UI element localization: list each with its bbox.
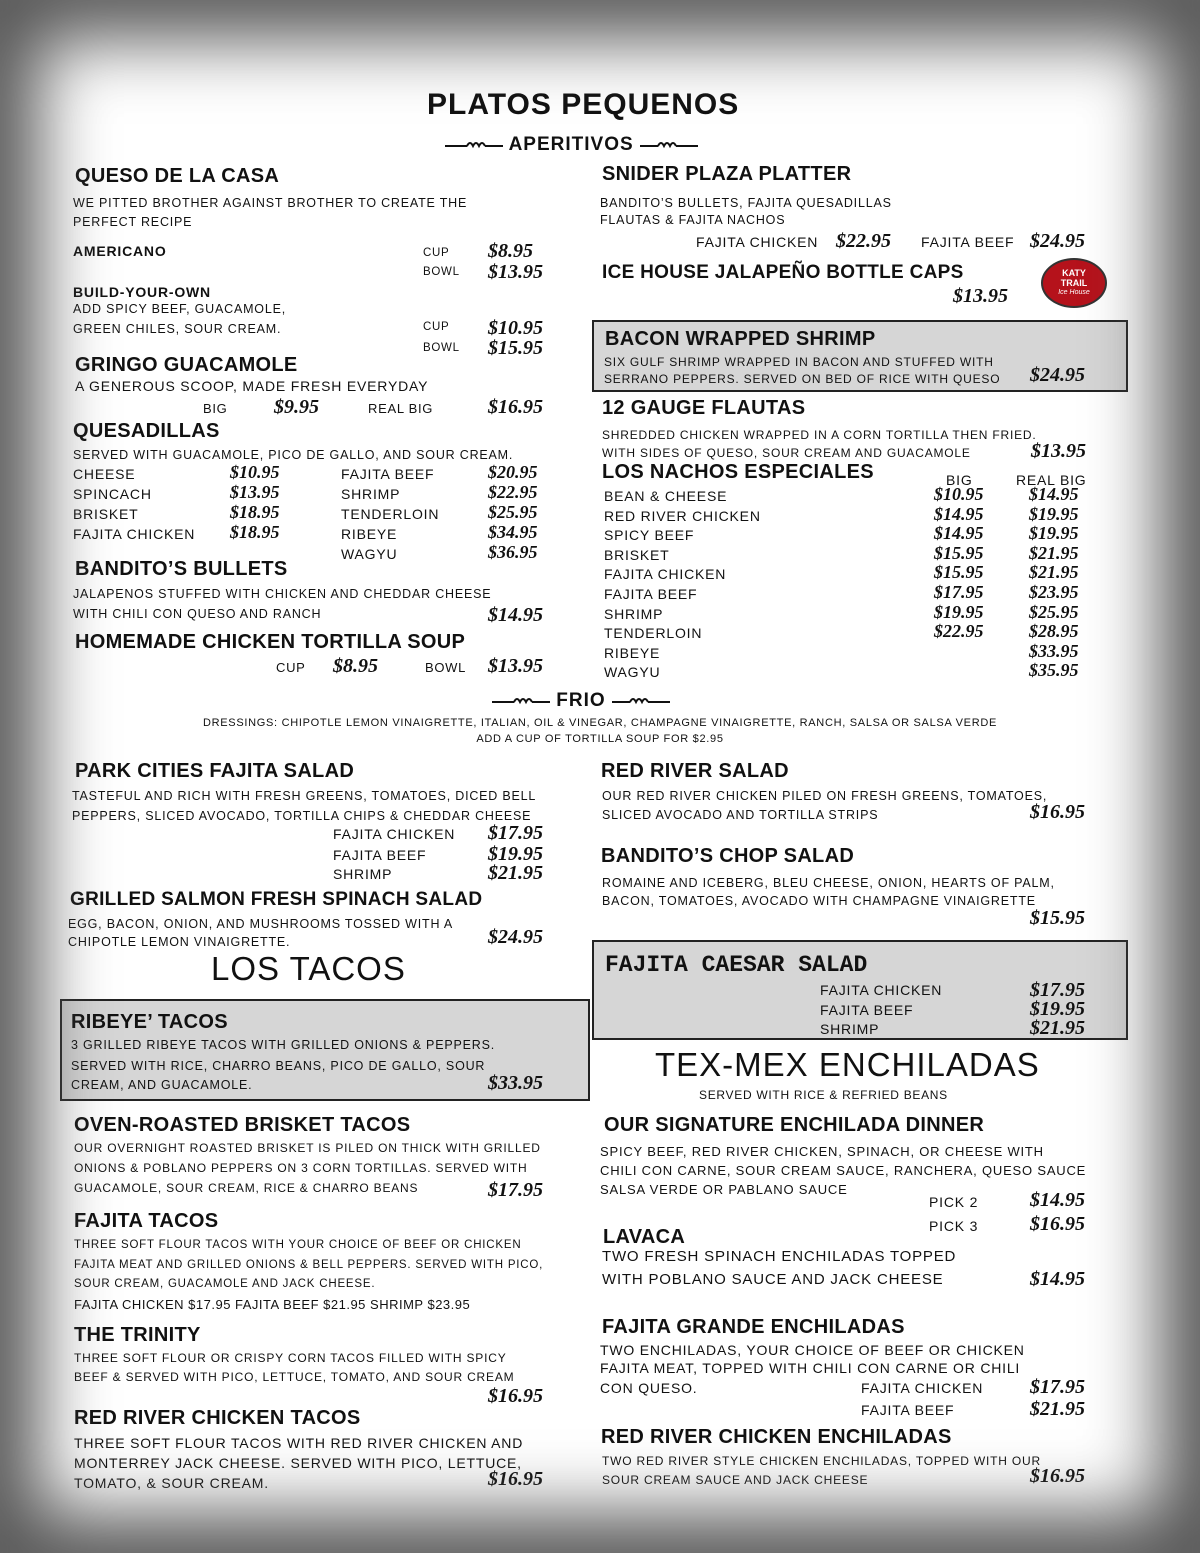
nachos-title: LOS NACHOS ESPECIALES — [602, 461, 874, 483]
katy-trail-logo — [1041, 258, 1107, 308]
nachos-item-name: RIBEYE — [604, 644, 661, 661]
trinity-price: $16.95 — [488, 1385, 543, 1407]
brisket-desc-2: ONIONS & POBLANO PEPPERS ON 3 CORN TORTILLAS. SERVED WITH — [74, 1161, 528, 1175]
signature-title: OUR SIGNATURE ENCHILADA DINNER — [604, 1114, 985, 1136]
quesadilla-item — [73, 484, 303, 504]
lavaca-price: $14.95 — [1030, 1268, 1085, 1290]
nachos-list — [604, 486, 1104, 682]
icehouse-price: $13.95 — [953, 285, 1008, 307]
caesar-fb-price: $19.95 — [1030, 998, 1085, 1020]
byo-label: BUILD-YOUR-OWN — [73, 284, 211, 300]
item-price: $18.95 — [230, 502, 280, 522]
icehouse-title: ICE HOUSE JALAPEÑO BOTTLE CAPS — [602, 262, 964, 283]
nachos-realbig-price: $14.95 — [1029, 484, 1079, 504]
caesar-title: FAJITA CAESAR SALAD — [605, 952, 868, 978]
fajita-tacos-title: FAJITA TACOS — [74, 1210, 219, 1232]
brisket-desc-3: GUACAMOLE, SOUR CREAM, RICE & CHARRO BEANS — [74, 1181, 419, 1195]
chop-title: BANDITO’S CHOP SALAD — [601, 845, 855, 867]
nachos-item-name: WAGYU — [604, 664, 661, 681]
rr-tacos-desc-3: TOMATO, & SOUR CREAM. — [74, 1475, 269, 1491]
caesar-box — [592, 940, 1128, 1040]
rr-salad-desc-1: OUR RED RIVER CHICKEN PILED ON FRESH GREENS, TOMATOES, — [602, 789, 1048, 803]
caesar-fb-label: FAJITA BEEF — [820, 1002, 914, 1018]
quesadilla-item — [341, 464, 571, 484]
bullets-price: $14.95 — [488, 604, 543, 626]
byo-desc-2: GREEN CHILES, SOUR CREAM. — [73, 322, 282, 336]
bacon-title: BACON WRAPPED SHRIMP — [605, 328, 876, 350]
snider-desc-2: FLAUTAS & FAJITA NACHOS — [600, 213, 786, 227]
park-title: PARK CITIES FAJITA SALAD — [75, 760, 355, 782]
rr-tacos-desc-1: THREE SOFT FLOUR TACOS WITH RED RIVER CHICKEN AND — [74, 1435, 524, 1451]
item-price: $18.95 — [230, 522, 280, 542]
rr-ench-title: RED RIVER CHICKEN ENCHILADAS — [601, 1426, 952, 1448]
fajita-tacos-desc-2: FAJITA MEAT AND GRILLED ONIONS & BELL PEPPERS. SERVED WITH PICO, — [74, 1259, 544, 1271]
ornament-left-icon — [492, 696, 550, 706]
ribeye-desc-3: CREAM, AND GUACAMOLE. — [71, 1078, 253, 1092]
americano-cup-label: CUP — [423, 247, 450, 259]
item-price: $22.95 — [488, 482, 538, 502]
salmon-desc-1: EGG, BACON, ONION, AND MUSHROOMS TOSSED WITH A — [68, 917, 453, 931]
nachos-item-name: BEAN & CHEESE — [604, 488, 728, 504]
flautas-desc-1: SHREDDED CHICKEN WRAPPED IN A CORN TORTILLA THEN FRIED. — [602, 428, 1037, 442]
park-fc-price: $17.95 — [488, 822, 543, 844]
item-name: TENDERLOIN — [341, 506, 440, 522]
ornament-right-icon — [612, 696, 670, 706]
rr-salad-desc-2: SLICED AVOCADO AND TORTILLA STRIPS — [602, 808, 879, 822]
soup-cup-label: CUP — [276, 660, 306, 675]
item-name: FAJITA CHICKEN — [73, 526, 196, 542]
snider-fc-price: $22.95 — [836, 230, 891, 252]
grande-fc-label: FAJITA CHICKEN — [861, 1380, 984, 1396]
bacon-desc-1: SIX GULF SHRIMP WRAPPED IN BACON AND STUFFED WITH — [604, 355, 994, 369]
nachos-realbig-price: $21.95 — [1029, 562, 1079, 583]
quesadilla-item — [341, 484, 571, 504]
lavaca-desc-2: WITH POBLANO SAUCE AND JACK CHEESE — [602, 1271, 944, 1288]
park-fb-label: FAJITA BEEF — [333, 847, 427, 863]
chop-price: $15.95 — [1030, 907, 1085, 929]
pick2-label: PICK 2 — [929, 1194, 979, 1210]
rr-ench-desc-1: TWO RED RIVER STYLE CHICKEN ENCHILADAS, TOPPED WITH OUR — [602, 1454, 1041, 1468]
aperitivos-label: APERITIVOS — [508, 134, 634, 155]
item-price: $10.95 — [230, 462, 280, 482]
bacon-box — [592, 320, 1128, 392]
americano-cup-price: $8.95 — [488, 240, 533, 262]
chop-desc-2: BACON, TOMATOES, AVOCADO WITH CHAMPAGNE VINAIGRETTE — [602, 894, 1036, 908]
ribeye-desc-2: SERVED WITH RICE, CHARRO BEANS, PICO DE GALLO, SOUR — [71, 1059, 486, 1073]
nachos-big-price: $14.95 — [934, 523, 984, 544]
grande-desc-2: FAJITA MEAT, TOPPED WITH CHILI CON CARNE OR CHILI — [600, 1360, 1021, 1376]
nachos-realbig-price: $19.95 — [1029, 523, 1079, 544]
rr-tacos-desc-2: MONTERREY JACK CHEESE. SERVED WITH PICO, LETTUCE, — [74, 1455, 522, 1471]
frio-soup-add: ADD A CUP OF TORTILLA SOUP FOR $2.95 — [476, 733, 724, 745]
quesadilla-item — [341, 524, 571, 544]
item-name: BRISKET — [73, 506, 139, 522]
quesadillas-right-list — [341, 464, 571, 564]
byo-cup-price: $10.95 — [488, 317, 543, 339]
quesadilla-item — [73, 524, 303, 544]
snider-fb-label: FAJITA BEEF — [921, 234, 1015, 250]
item-name: RIBEYE — [341, 526, 398, 542]
item-price: $36.95 — [488, 542, 538, 562]
nachos-item-name: FAJITA BEEF — [604, 585, 698, 602]
quesadilla-item — [341, 544, 571, 564]
salmon-title: GRILLED SALMON FRESH SPINACH SALAD — [70, 889, 483, 910]
nachos-realbig-price: $28.95 — [1029, 621, 1079, 642]
frio-dressings: DRESSINGS: CHIPOTLE LEMON VINAIGRETTE, ITALIAN, OIL & VINEGAR, CHAMPAGNE VINAIGRETTE, RANCH, SALSA OR SALSA VERDE — [202, 717, 998, 729]
nachos-realbig-price: $23.95 — [1029, 581, 1079, 602]
item-name: SPINCACH — [73, 486, 152, 502]
pick3-price: $16.95 — [1030, 1213, 1085, 1235]
bacon-price: $24.95 — [1030, 364, 1085, 386]
item-name: FAJITA BEEF — [341, 466, 435, 482]
bullets-desc-1: JALAPENOS STUFFED WITH CHICKEN AND CHEDDAR CHEESE — [73, 587, 492, 601]
pick3-label: PICK 3 — [929, 1218, 979, 1234]
brisket-desc-1: OUR OVERNIGHT ROASTED BRISKET IS PILED ON THICK WITH GRILLED — [74, 1141, 541, 1155]
nachos-big-price: $14.95 — [934, 503, 984, 524]
lavaca-desc-1: TWO FRESH SPINACH ENCHILADAS TOPPED — [602, 1248, 957, 1265]
bullets-title: BANDITO’S BULLETS — [75, 558, 288, 580]
queso-desc-1: WE PITTED BROTHER AGAINST BROTHER TO CREATE THE — [73, 196, 468, 210]
rr-ench-desc-2: SOUR CREAM SAUCE AND JACK CHEESE — [602, 1473, 869, 1487]
nachos-big-price: $15.95 — [934, 542, 984, 563]
caesar-fc-label: FAJITA CHICKEN — [820, 982, 943, 998]
gringo-big-label: BIG — [203, 401, 228, 416]
nachos-item-name: BRISKET — [604, 546, 670, 563]
nachos-item-name: FAJITA CHICKEN — [604, 566, 727, 583]
americano-bowl-label: BOWL — [423, 266, 460, 278]
nachos-realbig-price: $19.95 — [1029, 503, 1079, 524]
park-sh-price: $21.95 — [488, 862, 543, 884]
grande-fb-label: FAJITA BEEF — [861, 1402, 955, 1418]
fajita-tacos-desc-1: THREE SOFT FLOUR TACOS WITH YOUR CHOICE OF BEEF OR CHICKEN — [74, 1239, 522, 1251]
soup-bowl-label: BOWL — [425, 660, 467, 675]
soup-title: HOMEMADE CHICKEN TORTILLA SOUP — [75, 631, 466, 653]
nachos-realbig-price: $33.95 — [1029, 640, 1079, 661]
ornament-right-icon — [640, 140, 698, 150]
nachos-col-big: BIG — [946, 472, 973, 488]
gringo-title: GRINGO GUACAMOLE — [75, 354, 298, 376]
nachos-big-price: $17.95 — [934, 581, 984, 602]
item-price: $34.95 — [488, 522, 538, 542]
page-title: PLATOS PEQUENOS — [427, 88, 740, 121]
grande-desc-1: TWO ENCHILADAS, YOUR CHOICE OF BEEF OR CHICKEN — [600, 1342, 1025, 1358]
rr-salad-price: $16.95 — [1030, 801, 1085, 823]
quesadilla-item — [73, 464, 303, 484]
flautas-price: $13.95 — [1031, 440, 1086, 462]
nachos-item-name: SHRIMP — [604, 605, 664, 622]
caesar-sh-label: SHRIMP — [820, 1021, 880, 1037]
enchiladas-heading: TEX-MEX ENCHILADAS — [655, 1046, 1040, 1083]
park-fb-price: $19.95 — [488, 843, 543, 865]
signature-desc-3: SALSA VERDE OR PABLANO SAUCE — [600, 1182, 848, 1197]
signature-desc-1: SPICY BEEF, RED RIVER CHICKEN, SPINACH, OR CHEESE WITH — [600, 1144, 1044, 1159]
ribeye-box — [60, 999, 590, 1101]
gringo-realbig-price: $16.95 — [488, 396, 543, 418]
item-price: $20.95 — [488, 462, 538, 482]
quesadillas-desc: SERVED WITH GUACAMOLE, PICO DE GALLO, AND SOUR CREAM. — [73, 448, 514, 462]
frio-label: FRIO — [556, 690, 606, 711]
flautas-desc-2: WITH SIDES OF QUESO, SOUR CREAM AND GUACAMOLE — [602, 446, 971, 460]
bacon-desc-2: SERRANO PEPPERS. SERVED ON BED OF RICE WITH QUESO — [604, 372, 1001, 386]
caesar-sh-price: $21.95 — [1030, 1017, 1085, 1039]
nachos-realbig-price: $35.95 — [1029, 660, 1079, 681]
logo-text-1: KATY — [1062, 268, 1086, 278]
quesadilla-item — [73, 504, 303, 524]
flautas-title: 12 GAUGE FLAUTAS — [602, 397, 806, 419]
pick2-price: $14.95 — [1030, 1189, 1085, 1211]
rr-tacos-title: RED RIVER CHICKEN TACOS — [74, 1407, 361, 1429]
soup-cup-price: $8.95 — [333, 655, 378, 677]
trinity-desc-2: BEEF & SERVED WITH PICO, LETTUCE, TOMATO, AND SOUR CREAM — [74, 1370, 515, 1384]
park-fc-label: FAJITA CHICKEN — [333, 826, 456, 842]
grande-fb-price: $21.95 — [1030, 1398, 1085, 1420]
queso-desc-2: PERFECT RECIPE — [73, 215, 193, 229]
park-desc-2: PEPPERS, SLICED AVOCADO, TORTILLA CHIPS & CHEDDAR CHEESE — [72, 809, 532, 823]
enchiladas-sub: SERVED WITH RICE & REFRIED BEANS — [699, 1088, 948, 1102]
snider-fc-label: FAJITA CHICKEN — [696, 234, 819, 250]
trinity-desc-1: THREE SOFT FLOUR OR CRISPY CORN TACOS FILLED WITH SPICY — [74, 1351, 507, 1365]
nachos-col-realbig: REAL BIG — [1016, 472, 1087, 488]
nachos-big-price: $19.95 — [934, 601, 984, 622]
item-name: SHRIMP — [341, 486, 401, 502]
queso-title: QUESO DE LA CASA — [75, 165, 280, 187]
bullets-desc-2: WITH CHILI CON QUESO AND RANCH — [73, 607, 322, 621]
item-name: WAGYU — [341, 546, 398, 562]
nachos-big-price: $15.95 — [934, 562, 984, 583]
nachos-item-name: SPICY BEEF — [604, 527, 695, 544]
logo-text-3: Ice House — [1058, 289, 1090, 296]
byo-cup-label: CUP — [423, 321, 450, 333]
grande-desc-3: CON QUESO. — [600, 1380, 698, 1396]
tacos-heading: LOS TACOS — [211, 950, 406, 987]
item-price: $13.95 — [230, 482, 280, 502]
ornament-left-icon — [445, 140, 503, 150]
fajita-tacos-prices: FAJITA CHICKEN $17.95 FAJITA BEEF $21.95 SHRIMP $23.95 — [74, 1297, 471, 1312]
section-frio — [492, 690, 670, 712]
rr-ench-price: $16.95 — [1030, 1465, 1085, 1487]
park-sh-label: SHRIMP — [333, 866, 393, 882]
byo-bowl-price: $15.95 — [488, 337, 543, 359]
ribeye-title: RIBEYE’ TACOS — [71, 1011, 228, 1033]
park-desc-1: TASTEFUL AND RICH WITH FRESH GREENS, TOMATOES, DICED BELL — [72, 789, 537, 803]
section-aperitivos — [445, 134, 698, 156]
quesadilla-item — [341, 504, 571, 524]
snider-fb-price: $24.95 — [1030, 230, 1085, 252]
brisket-title: OVEN-ROASTED BRISKET TACOS — [74, 1114, 411, 1136]
salmon-desc-2: CHIPOTLE LEMON VINAIGRETTE. — [68, 935, 291, 949]
signature-desc-2: CHILI CON CARNE, SOUR CREAM SAUCE, RANCHERA, QUESO SAUCE — [600, 1163, 1087, 1178]
nachos-big-price: $22.95 — [934, 621, 984, 642]
quesadillas-left-list — [73, 464, 303, 544]
gringo-big-price: $9.95 — [274, 396, 319, 418]
item-price: $25.95 — [488, 502, 538, 522]
ribeye-desc-1: 3 GRILLED RIBEYE TACOS WITH GRILLED ONIONS & PEPPERS. — [71, 1038, 495, 1052]
nachos-big-price: $10.95 — [934, 484, 984, 504]
rr-tacos-price: $16.95 — [488, 1468, 543, 1490]
byo-bowl-label: BOWL — [423, 342, 460, 354]
byo-desc-1: ADD SPICY BEEF, GUACAMOLE, — [73, 302, 286, 316]
grande-title: FAJITA GRANDE ENCHILADAS — [602, 1316, 905, 1338]
item-name: CHEESE — [73, 466, 136, 482]
nachos-row — [604, 662, 1104, 682]
quesadillas-title: QUESADILLAS — [73, 420, 220, 442]
gringo-realbig-label: REAL BIG — [368, 401, 434, 416]
rr-salad-title: RED RIVER SALAD — [601, 760, 789, 782]
logo-text-2: TRAIL — [1060, 278, 1088, 288]
grande-fc-price: $17.95 — [1030, 1376, 1085, 1398]
lavaca-title: LAVACA — [603, 1226, 686, 1248]
nachos-item-name: RED RIVER CHICKEN — [604, 507, 761, 524]
americano-bowl-price: $13.95 — [488, 261, 543, 283]
snider-desc-1: BANDITO’S BULLETS, FAJITA QUESADILLAS — [600, 196, 892, 210]
brisket-price: $17.95 — [488, 1179, 543, 1201]
ribeye-price: $33.95 — [488, 1072, 543, 1094]
salmon-price: $24.95 — [488, 926, 543, 948]
soup-bowl-price: $13.95 — [488, 655, 543, 677]
trinity-title: THE TRINITY — [74, 1324, 201, 1346]
chop-desc-1: ROMAINE AND ICEBERG, BLEU CHEESE, ONION, HEARTS OF PALM, — [602, 876, 1055, 890]
fajita-tacos-desc-3: SOUR CREAM, GUACAMOLE AND JACK CHEESE. — [74, 1278, 376, 1290]
nachos-item-name: TENDERLOIN — [604, 625, 703, 642]
nachos-realbig-price: $21.95 — [1029, 542, 1079, 563]
nachos-realbig-price: $25.95 — [1029, 601, 1079, 622]
gringo-desc: A GENEROUS SCOOP, MADE FRESH EVERYDAY — [75, 378, 429, 394]
americano-label: AMERICANO — [73, 243, 167, 259]
caesar-fc-price: $17.95 — [1030, 979, 1085, 1001]
snider-title: SNIDER PLAZA PLATTER — [602, 163, 852, 185]
